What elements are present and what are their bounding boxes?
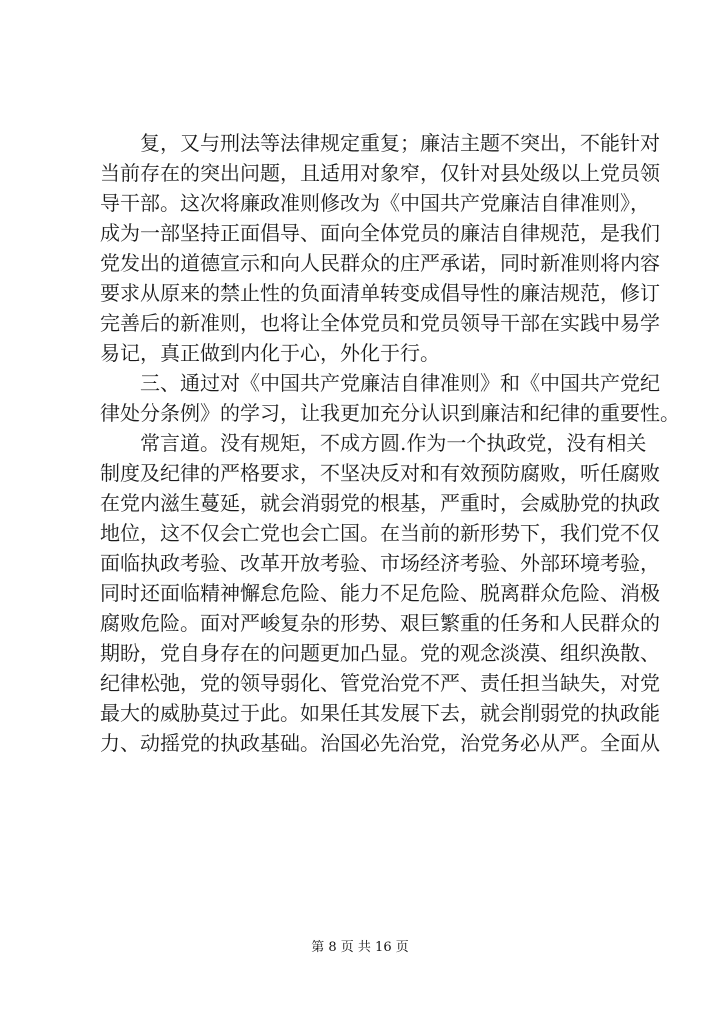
text-line: 期盼，党自身存在的问题更加凸显。党的观念淡漠、组织涣散、 [100,641,660,665]
body-text [100,128,680,758]
text-line: 复，又与刑法等法律规定重复；廉洁主题不突出，不能针对 [140,131,660,155]
section-heading-line: 三、通过对《中国共产党廉洁自律准则》和《中国共产党纪 [140,371,660,395]
text-line: 最大的威胁莫过于此。如果任其发展下去，就会削弱党的执政能 [100,701,660,725]
page-number-footer: 第 8 页 共 16 页 [311,940,409,955]
text-line: 完善后的新准则，也将让全体党员和党员领导干部在实践中易学 [100,311,660,335]
text-line: 制度及纪律的严格要求，不坚决反对和有效预防腐败，听任腐败 [100,461,660,485]
text-line: 要求从原来的禁止性的负面清单转变成倡导性的廉洁规范，修订 [100,281,660,305]
text-line: 导干部。这次将廉政准则修改为《中国共产党廉洁自律准则》， [100,191,650,215]
section-heading-line: 律处分条例》的学习，让我更加充分认识到廉洁和纪律的重要性。 [100,401,680,425]
text-line: 当前存在的突出问题，且适用对象窄，仅针对县处级以上党员领 [100,161,660,185]
text-line: 易记，真正做到内化于心，外化于行。 [100,341,440,365]
text-line: 腐败危险。面对严峻复杂的形势、艰巨繁重的任务和人民群众的 [100,611,660,635]
text-line: 同时还面临精神懈怠危险、能力不足危险、脱离群众危险、消极 [100,581,660,605]
text-line: 力、动摇党的执政基础。治国必先治党，治党务必从严。全面从 [100,731,660,755]
text-line: 纪律松弛，党的领导弱化、管党治党不严、责任担当缺失，对党 [100,671,660,695]
text-line: 在党内滋生蔓延，就会消弱党的根基，严重时，会威胁党的执政 [100,491,660,515]
text-line: 面临执政考验、改革开放考验、市场经济考验、外部环境考验， [100,551,660,575]
text-line: 党发出的道德宣示和向人民群众的庄严承诺，同时新准则将内容 [100,251,660,275]
text-line: 成为一部坚持正面倡导、面向全体党员的廉洁自律规范，是我们 [100,221,660,245]
text-line: 常言道。没有规矩，不成方圆.作为一个执政党，没有相关 [140,431,647,455]
text-line: 地位，这不仅会亡党也会亡国。在当前的新形势下，我们党不仅 [100,521,660,545]
